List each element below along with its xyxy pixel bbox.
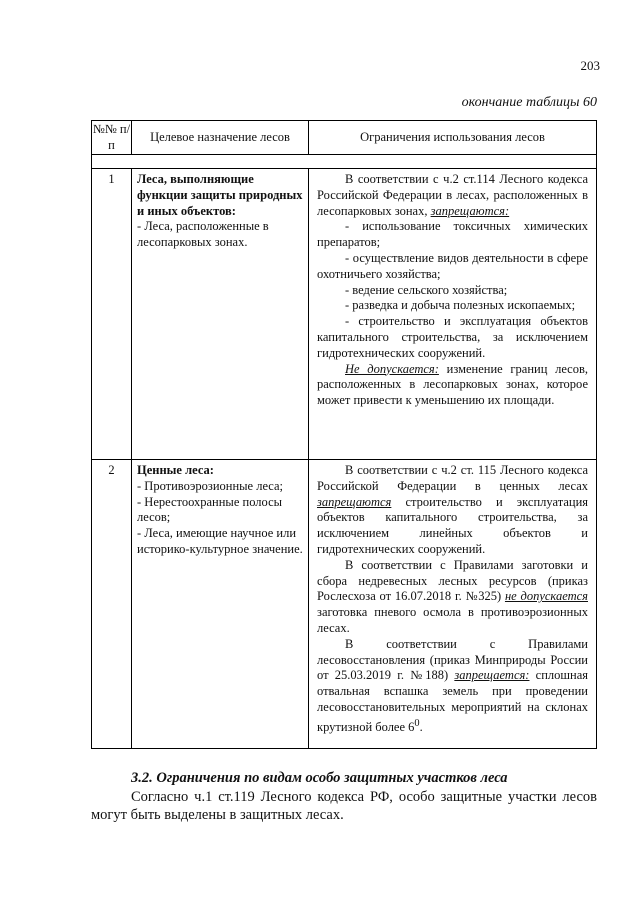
purpose-item: - Леса, имеющие научное или историко-культурное значение.	[137, 526, 303, 556]
table-row	[92, 460, 597, 749]
restrictions-cell	[309, 169, 597, 460]
purpose-title: Леса, выполняющие функции защиты природных и иных объектов:	[137, 172, 303, 218]
purpose-item: - Нерестоохранные полосы лесов;	[137, 494, 283, 525]
purpose-item: - Противоэрозионные леса;	[137, 478, 284, 493]
restriction-text: .	[419, 719, 423, 734]
restriction-text: строительство и эксплуатация объектов капитального строительства, за исключением линейных объектов и гидротехнических сооружений.	[317, 494, 589, 556]
purpose-title: Ценные леса:	[137, 463, 214, 477]
restriction-text: В соответствии с ч.2 ст. 115 Лесного кодекса Российской Федерации в ценных лесах	[317, 463, 588, 493]
row-number: 1	[92, 169, 132, 460]
restriction-text: сплошная отвальная вспашка земель при проведении лесовосстановительных мероприятий на склонах крутизной более 6	[317, 668, 589, 734]
restriction-paragraph	[317, 463, 588, 558]
section-heading: 3.2. Ограничения по видам особо защитных участков леса	[131, 770, 508, 786]
restriction-paragraph	[317, 637, 588, 736]
table-spacer-row	[92, 155, 597, 169]
page-number: 203	[580, 58, 600, 73]
prohibited-label: запрещается:	[454, 668, 530, 683]
restriction-text: заготовка пневого осмола в противоэрозионных лесах.	[317, 605, 588, 635]
table-header-row	[92, 121, 597, 155]
restriction-text: В соответствии с Правилами заготовки и сбора недревесных лесных ресурсов (приказ Рослесхоза от 16.07.2018 г. №325)	[317, 557, 588, 604]
restriction-text: В соответствии с Правилами лесовосстановления (приказ Минприроды России от 25.03.2019 г. №188)	[317, 636, 588, 683]
restriction-item: - ведение сельского хозяйства;	[345, 282, 508, 297]
header-purpose: Целевое назначение лесов	[132, 121, 309, 155]
header-restrictions: Ограничения использования лесов	[309, 121, 597, 155]
restrictions-table	[91, 120, 597, 749]
restriction-item: - использование токсичных химических препаратов;	[317, 219, 588, 250]
restriction-intro-text: В соответствии с ч.2 ст.114 Лесного кодекса Российской Федерации в лесах, расположенных в лесопарковых зонах,	[317, 172, 588, 218]
table-caption: окончание таблицы 60	[461, 95, 597, 110]
prohibited-label: запрещаются:	[430, 203, 510, 218]
restriction-item: - осуществление видов деятельности в сфере охотничьего хозяйства;	[317, 250, 588, 281]
restriction-item: - разведка и добыча полезных ископаемых;	[345, 298, 576, 313]
degree-superscript: 0	[414, 717, 420, 729]
section-body-text: Согласно ч.1 ст.119 Лесного кодекса РФ, особо защитные участки лесов могут быть выделены в защитных лесах.	[91, 789, 597, 823]
restriction-intro	[317, 172, 588, 219]
restrictions-cell	[309, 460, 597, 749]
not-allowed-label: не допускается	[504, 589, 588, 604]
restriction-item: - строительство и эксплуатация объектов капитального строительства, за исключением гидротехнических сооружений.	[317, 314, 588, 360]
purpose-cell	[132, 169, 309, 460]
purpose-cell	[132, 460, 309, 749]
not-allowed-label: Не допускается:	[345, 361, 439, 376]
table-row	[92, 169, 597, 460]
prohibited-label: запрещаются	[317, 494, 392, 509]
header-num: №№ п/п	[92, 121, 132, 155]
not-allowed-paragraph	[317, 362, 588, 409]
not-allowed-text: изменение границ лесов, расположенных в лесопарковых зонах, которое может привести к уменьшению их площади.	[317, 361, 589, 408]
restriction-paragraph	[317, 558, 588, 637]
row-number: 2	[92, 460, 132, 749]
purpose-item: - Леса, расположенные в лесопарковых зонах.	[137, 219, 269, 250]
